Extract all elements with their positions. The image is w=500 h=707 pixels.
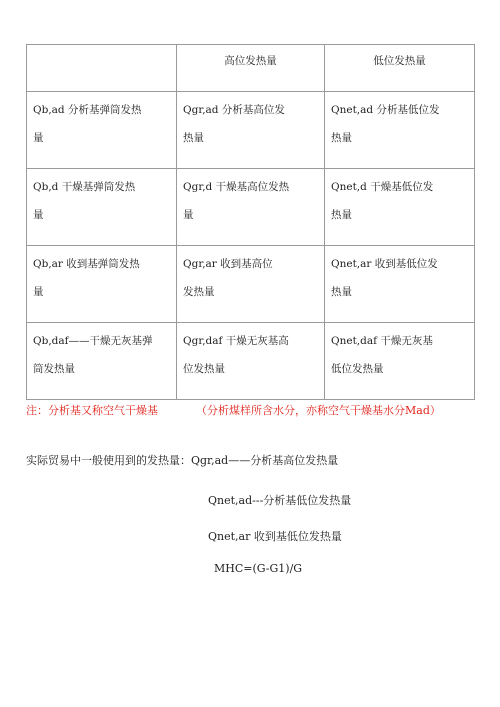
cell-line: 量: [33, 209, 44, 221]
table-cell: [177, 92, 325, 169]
table-header-row: [27, 45, 475, 92]
header-cell-empty: [27, 45, 177, 92]
cell-line: 发热量: [183, 286, 215, 298]
cell-line: Qb,ad 分析基弹筒发热: [33, 104, 142, 116]
cell-line: Qnet,daf 干燥无灰基: [331, 335, 433, 347]
cell-line: Qnet,ad 分析基低位发: [331, 104, 440, 116]
cell-line: 筒发热量: [33, 363, 75, 375]
cell-line: Qgr,ad 分析基高位发: [183, 104, 285, 116]
note-line: [26, 402, 441, 418]
table-cell: [177, 169, 325, 246]
mhc-formula: MHC=(G-G1)/G: [214, 562, 303, 575]
cell-line: Qgr,ar 收到基高位: [183, 258, 273, 270]
cell-line: 量: [183, 209, 194, 221]
cell-line: 热量: [331, 209, 352, 221]
note-left: 注：分析基又称空气干燥基: [26, 404, 158, 417]
cell-line: Qnet,ar 收到基低位发: [331, 258, 438, 270]
cell-line: Qb,daf——干燥无灰基弹: [33, 335, 153, 347]
cell-line: Qgr,daf 干燥无灰基高: [183, 335, 289, 347]
table-cell: [325, 92, 475, 169]
cell-line: 量: [33, 286, 44, 298]
table-cell: [325, 323, 475, 400]
table-row: [27, 246, 475, 323]
table-cell: [177, 323, 325, 400]
table-cell: [177, 246, 325, 323]
qnet-ad-text: Qnet,ad---分析基低位发热量: [208, 494, 352, 507]
table-row: [27, 169, 475, 246]
table-cell: [325, 169, 475, 246]
table-row: [27, 323, 475, 400]
header-cell-gross: 高位发热量: [177, 45, 325, 92]
heat-value-table: [26, 44, 475, 400]
table-cell: [27, 246, 177, 323]
cell-line: 低位发热量: [331, 363, 384, 375]
cell-line: Qgr,d 干燥基高位发热: [183, 181, 290, 193]
cell-line: 量: [33, 132, 44, 144]
cell-line: 热量: [331, 286, 352, 298]
table-cell: [27, 92, 177, 169]
qnet-ar-text: Qnet,ar 收到基低位发热量: [208, 530, 342, 543]
note-right: （分析煤样所含水分，亦称空气干燥基水分Mad）: [196, 404, 441, 417]
table-cell: [27, 169, 177, 246]
cell-line: 位发热量: [183, 363, 225, 375]
trade-usage-text: 实际贸易中一般使用到的发热量：Qgr,ad——分析基高位发热量: [26, 454, 339, 467]
table-cell: [27, 323, 177, 400]
cell-line: Qb,d 干燥基弹筒发热: [33, 181, 136, 193]
header-cell-net: 低位发热量: [325, 45, 475, 92]
cell-line: Qnet,d 干燥基低位发: [331, 181, 434, 193]
cell-line: Qb,ar 收到基弹筒发热: [33, 258, 140, 270]
cell-line: 热量: [183, 132, 204, 144]
table-cell: [325, 246, 475, 323]
table-row: [27, 92, 475, 169]
cell-line: 热量: [331, 132, 352, 144]
